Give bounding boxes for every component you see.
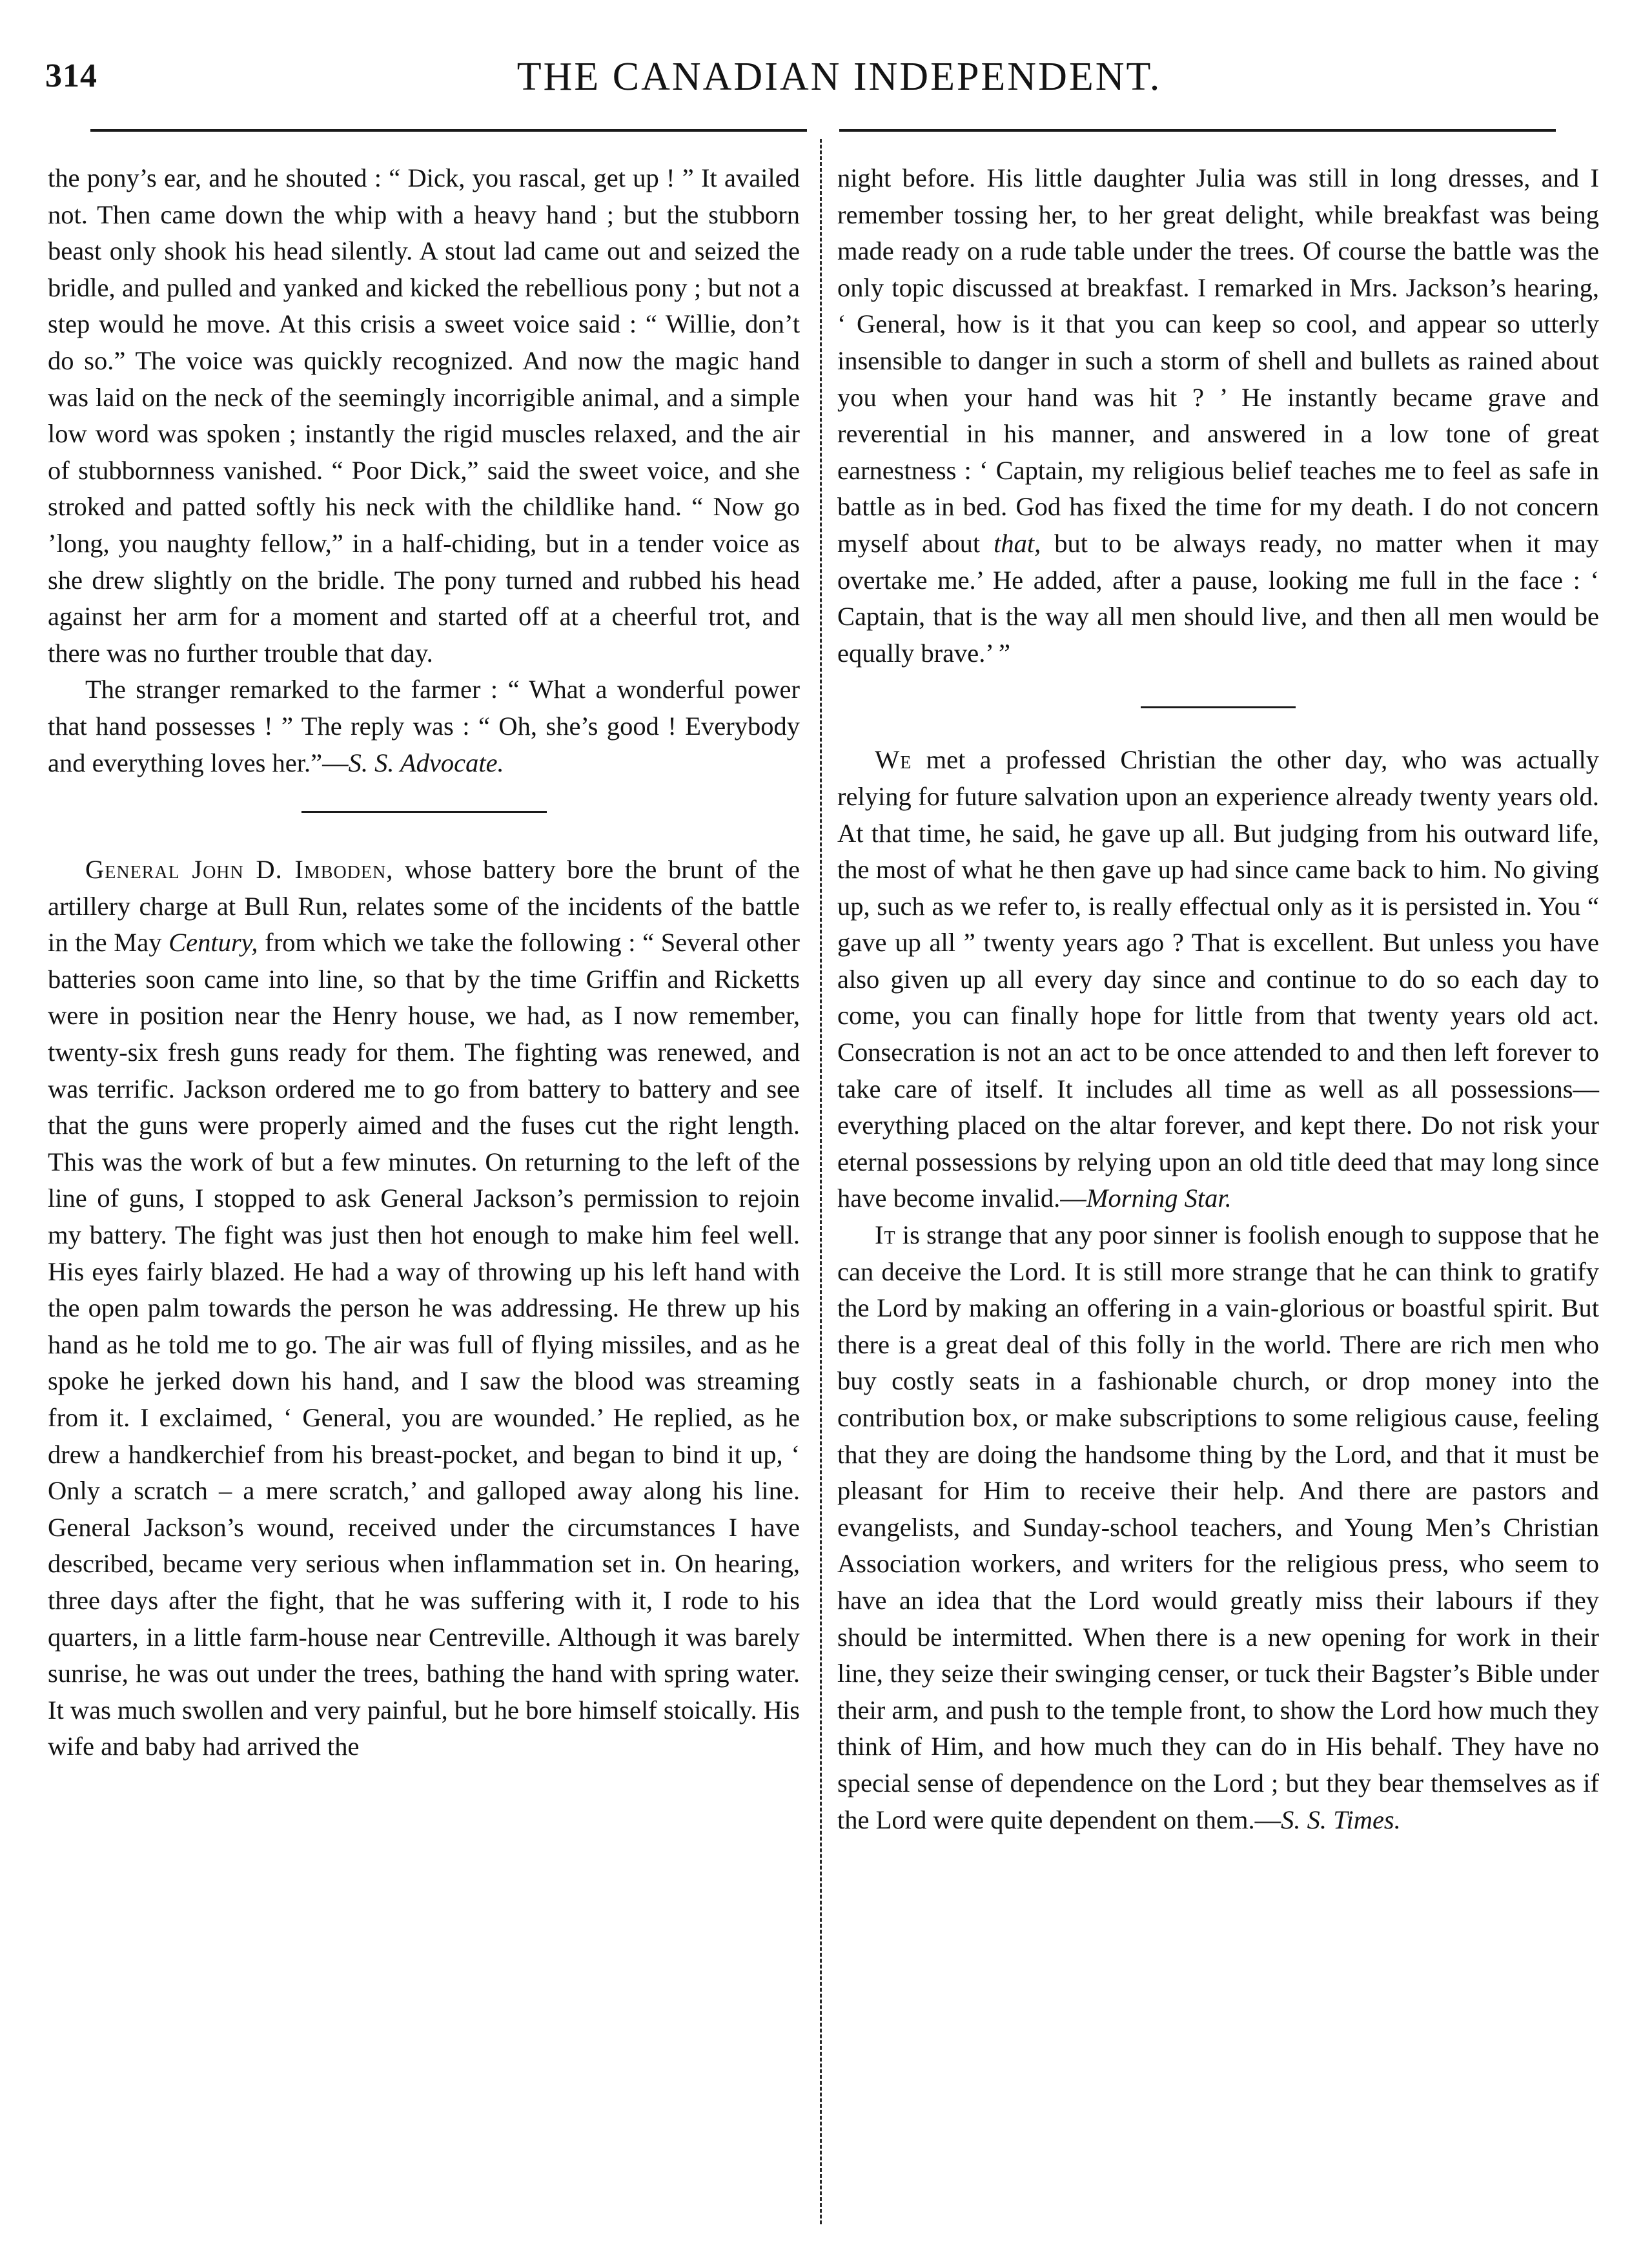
publication-title: THE CANADIAN INDEPENDENT.: [516, 55, 1162, 99]
article-consecration: [837, 742, 1599, 1217]
article-deceive-lord-lead: It: [875, 1220, 896, 1250]
article-imboden-lead: General John D. Imboden,: [85, 855, 394, 885]
header-rule-right: [839, 129, 1556, 132]
article-imboden-cont-b: but to be always ready, no matter when it may overtake me.’ He added, after a pause, looking me full in the face : ‘ Captain, that is the way all men should live, and then all men would be equally brave.’ ”: [837, 528, 1599, 668]
article-imboden-magazine: Century,: [168, 928, 258, 958]
article-pony-ending-text: The stranger remarked to the farmer : “ What a wonderful power that hand possesses ! ” The reply was : “ Oh, she’s good ! Everybody and everything loves her.”—: [48, 675, 800, 777]
article-consecration-source: Morning Star.: [1086, 1183, 1232, 1213]
article-imboden-continuation: [837, 160, 1599, 671]
article-imboden: [48, 852, 800, 1765]
left-column: [48, 160, 800, 1765]
article-imboden-emphasis: that,: [994, 528, 1041, 558]
header-rule-left: [90, 129, 807, 132]
article-deceive-lord-text: is strange that any poor sinner is foolish enough to suppose that he can deceive the Lord. It is still more strange that he can think to gratify the Lord by making an offering in a vain-glorious or boastful spirit. But there is a great deal of this folly in the world. There are rich men who buy costly seats in a fashionable church, or drop money into the contribution box, or make subscriptions to some religious cause, feeling that they are doing the handsome thing by the Lord, and that it must be pleasant for Him to receive their help. And there are pastors and evangelists, and Sunday-school teachers, and Young Men’s Christian Association workers, and writers for the religious press, who seem to have an idea that the Lord would greatly miss their labours if they should be intermitted. When there is a new opening for work in their line, they seize their swinging censer, or tuck their Bagster’s Bible under their arm, and push to the temple front, to show the Lord how much they think of Him, and how much they can do in His behalf. They have no special sense of dependence on the Lord ; but they bear themselves as if the Lord were quite dependent on them.—: [837, 1220, 1599, 1834]
article-deceive-lord-source: S. S. Times.: [1281, 1805, 1401, 1834]
article-imboden-text-b: from which we take the following : “ Several other batteries soon came into line, so that by the time Griffin and Ricketts were in position near the Henry house, we had, as I now remember, twenty-six fresh guns ready for them. The fighting was renewed, and was terrific. Jackson ordered me to go from battery to battery and see that the guns were properly aimed and the fuses cut the right length. This was the work of but a few minutes. On returning to the left of the line of guns, I stopped to ask General Jackson’s permission to rejoin my battery. The fight was just then hot enough to make him feel well. His eyes fairly blazed. He had a way of throwing up his left hand with the open palm towards the person he was addressing. He threw up his hand as he told me to go. The air was full of flying missiles, and as he spoke he jerked down his hand, and I saw the blood was streaming from it. I exclaimed, ‘ General, you are wounded.’ He replied, as he drew a handkerchief from his breast-pocket, and began to bind it up, ‘ Only a scratch – a mere scratch,’ and galloped away along his line. General Jackson’s wound, received under the circumstances I have described, became very serious when inflammation set in. On hearing, three days after the fight, that he was suffering with it, I rode to his quarters, in a little farm-house near Centreville. Although it was barely sunrise, he was out under the trees, bathing the hand with spring water. It was much swollen and very painful, but he bore himself stoically. His wife and baby had arrived the: [48, 928, 801, 1761]
section-divider-left: [301, 811, 547, 813]
page-number: 314: [45, 57, 97, 94]
section-divider-right: [1141, 706, 1296, 708]
article-deceive-lord: [837, 1217, 1599, 1838]
article-imboden-cont-a: night before. His little daughter Julia was still in long dresses, and I remember tossing her, to her great delight, while breakfast was being made ready on a rude table under the trees. Of course the battle was the only topic discussed at breakfast. I remarked in Mrs. Jackson’s hearing, ‘ General, how is it that you can keep so cool, and appear so utterly insensible to danger in such a storm of shell and bullets as rained about you when your hand was hit ? ’ He instantly became grave and reverential in his manner, and answered in a low tone of great earnestness : ‘ Captain, my religious belief teaches me to feel as safe in battle as in bed. God has fixed the time for my death. I do not concern myself about: [837, 163, 1599, 558]
column-divider: [820, 139, 822, 2224]
article-pony-ending: [48, 671, 800, 781]
article-consecration-lead: We: [875, 745, 912, 775]
article-pony-source: S. S. Advocate.: [348, 748, 504, 777]
right-column: [837, 160, 1599, 1838]
article-pony-continuation: the pony’s ear, and he shouted : “ Dick, you rascal, get up ! ” It availed not. Then came down the whip with a heavy hand ; but the stubborn beast only shook his head silently. A stout lad came out and seized the bridle, and pulled and yanked and kicked the rebellious pony ; but not a step would he move. At this crisis a sweet voice said : “ Willie, don’t do so.” The voice was quickly recognized. And now the magic hand was laid on the neck of the seemingly incorrigible animal, and a simple low word was spoken ; instantly the rigid muscles relaxed, and the air of stubbornness vanished. “ Poor Dick,” said the sweet voice, and she stroked and patted softly his neck with the childlike hand. “ Now go ’long, you naughty fellow,” in a half-chiding, but in a tender voice as she drew slightly on the bridle. The pony turned and rubbed his head against her arm for a moment and started off at a cheerful trot, and there was no further trouble that day.: [48, 163, 800, 668]
article-consecration-text: met a professed Christian the other day, who was actually relying for future salvation upon an experience already twenty years old. At that time, he said, he gave up all. But judging from his outward life, the most of what he then gave up had since came back to him. No giving up, such as we refer to, is really effectual only as it is persisted in. You “ gave up all ” twenty years ago ? That is excellent. But unless you have also given up all every day since and continue to do so each day to come, you can finally hope for little from that twenty years old act. Consecration is not an act to be once attended to and then left forever to take care of itself. It includes all time as well as all possessions—everything placed on the altar forever, and kept there. Do not risk your eternal possessions by relying upon an old title deed that may long since have become invalid.—: [837, 745, 1599, 1213]
article-imboden-text-a: whose battery bore the brunt of the artillery charge at Bull Run, relates some of the incidents of the battle in the May: [48, 855, 800, 958]
